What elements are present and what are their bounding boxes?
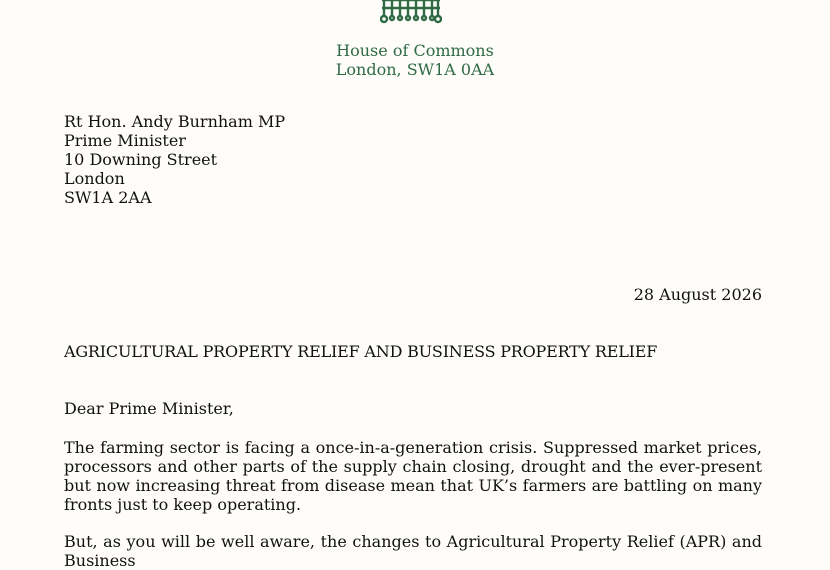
letter-salutation: Dear Prime Minister, <box>64 399 234 418</box>
portcullis-icon <box>380 0 442 24</box>
body-paragraph-2: But, as you will be well aware, the changes to Agricultural Property Relief (APR) and Business <box>64 532 762 570</box>
letter-subject: AGRICULTURAL PROPERTY RELIEF AND BUSINESS PROPERTY RELIEF <box>64 342 658 361</box>
recipient-address <box>64 112 285 207</box>
letterhead-address <box>0 41 830 79</box>
recipient-title: Prime Minister <box>64 131 186 150</box>
letterhead-address-line2: London, SW1A 0AA <box>335 60 495 79</box>
recipient-postcode: SW1A 2AA <box>64 188 152 207</box>
letterhead-address-line1: House of Commons <box>336 41 494 60</box>
recipient-city: London <box>64 169 125 188</box>
letter-date: 28 August 2026 <box>633 285 762 304</box>
recipient-name: Rt Hon. Andy Burnham MP <box>64 112 286 131</box>
recipient-street: 10 Downing Street <box>64 150 218 169</box>
body-paragraph-1: The farming sector is facing a once-in-a-generation crisis. Suppressed market prices, processors and other parts of the supply chain closing, drought and the ever-present but now increasing threat from disease mean that UK’s farmers are battling on many fronts just to keep operating. <box>64 438 762 514</box>
